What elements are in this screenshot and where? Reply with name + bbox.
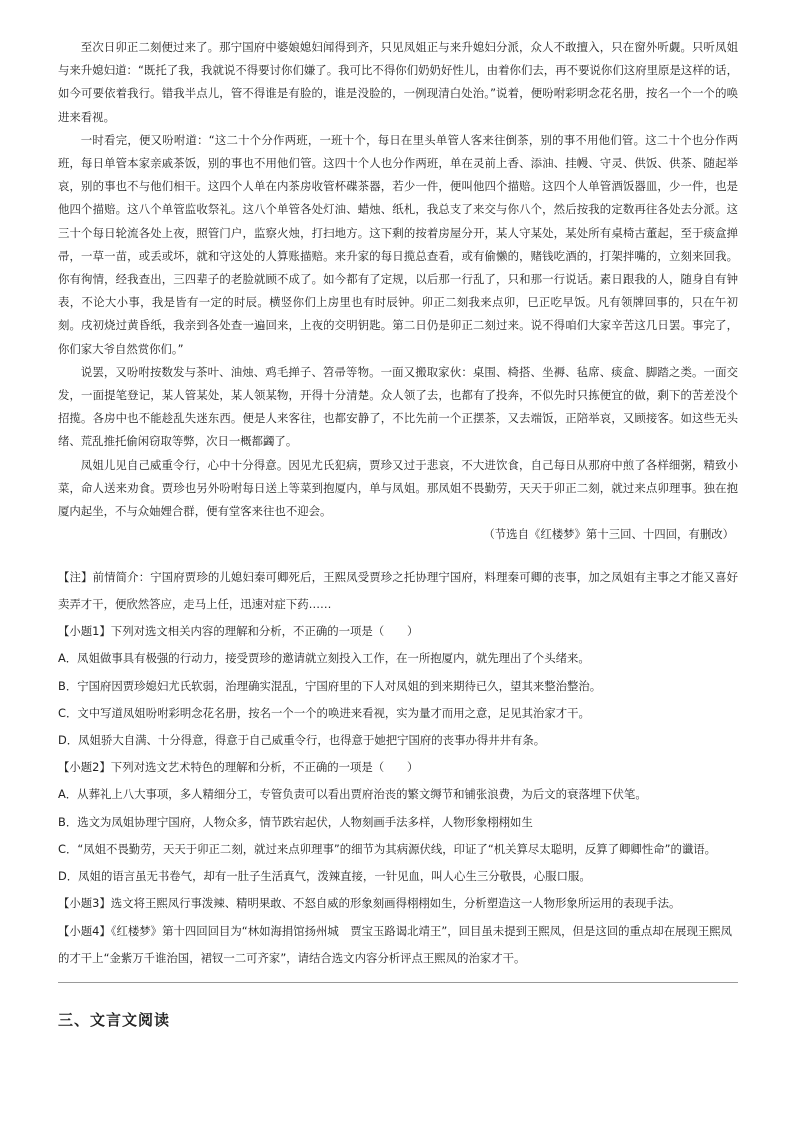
document-page — [58, 36, 738, 1030]
passage — [58, 36, 738, 546]
question-2-stem: 【小题2】下列对选文艺术特色的理解和分析，不正确的一项是（ ） — [58, 760, 419, 775]
question-2-option-c: C．“凤姐不畏勤劳，天天于卯正二刻，就过来点卯理事”的细节为其病源伏线，印证了“机关算尽太聪明，反算了卿卿性命”的谶语。 — [58, 841, 717, 856]
question-1-option-a: A．凤姐做事具有极强的行动力，接受贾珍的邀请就立刻投入工作，在一所抱厦内，就先理出了个头绪来。 — [58, 651, 590, 666]
question-4-stem: 【小题4】《红楼梦》第十四回回目为“林如海捐馆扬州城 贾宝玉路谒北靖王”，回目虽未提到王熙凤，但是这回的重点却在展现王熙凤的才干上“金紫万千谁治国，裙钗一二可齐家”，请结合选文内容分析评点王熙凤的治家才干。 — [58, 923, 733, 965]
passage-paragraph-2: 一时看完，便又吩咐道：“这二十个分作两班，一班十个，每日在里头单管人客来往倒茶，别的事不用他们管。这二十个也分作两班，每日单管本家亲戚茶饭，别的事也不用他们管。这四十个人也分作两班，单在灵前上香、添油、挂幔、守灵、供饭、供茶、随起举哀，别的事也不与他们相干。这四个人单在内茶房收管杯碟茶器，若少一件，便叫他四个描赔。这四个人单管酒饭器皿，少一件，也是他四个描赔。这八个单管监收祭礼。这八个单管各处灯油、蜡烛、纸札，我总支了来交与你八个，然后按我的定数再往各处去分派。这三十个每日轮流各处上夜，照管门户，监察火烛，打扫地方。这下剩的按着房屋分开，某人守某处，某处所有桌椅古董起，至于痰盒掸帚，一草一苗，或丢或坏，就和守这处的人算账描赔。来升家的每日揽总查看，或有偷懒的，赌钱吃酒的，打架拌嘴的，立刻来回我。你有徇情，经我查出，三四辈子的老脸就顾不成了。如今都有了定规，以后那一行乱了，只和那一行说话。素日跟我的人，随身自有钟表，不论大小事，我是皆有一定的时辰。横竖你们上房里也有时辰钟。卯正二刻我来点卯，巳正吃早饭。凡有领牌回事的，只在午初刻。戌初烧过黄昏纸，我亲到各处查一遍回来，上夜的交明钥匙。第二日仍是卯正二刻过来。说不得咱们大家辛苦这几日罢。事完了，你们家大爷自然赏你们。” — [58, 132, 738, 356]
question-1-option-d: D．凤姐骄大自满、十分得意，得意于自己威重令行，也得意于她把宁国府的丧事办得井井有条。 — [58, 733, 546, 748]
question-2-option-b: B．选文为凤姐协理宁国府，人物众多，情节跌宕起伏，人物刻画手法多样，人物形象栩栩如生 — [58, 814, 533, 829]
section-title: 三、文言文阅读 — [58, 1010, 171, 1029]
passage-paragraph-4: 凤姐儿见自己威重令行，心中十分得意。因见尤氏犯病，贾珍又过于悲哀，不大进饮食，自己每日从那府中煎了各样细粥，精致小菜，命人送来劝食。贾珍也另外吩咐每日送上等菜到抱厦内，单与凤姐。那凤姐不畏勤劳，天天于卯正二刻，就过来点卯理事。独在抱厦内起坐，不与众妯娌合群，便有堂客来往也不迎会。 — [58, 457, 738, 519]
question-1-option-c: C．文中写道凤姐吩咐彩明念花名册，按名一个一个的唤进来看视，实为量才而用之意，足见其治家才干。 — [58, 705, 590, 720]
questions-block — [58, 564, 738, 972]
background-note: 【注】前情简介：宁国府贾珍的儿媳妇秦可卿死后，王熙凤受贾珍之托协理宁国府，料理秦可卿的丧事，加之凤姐有主事之才能又喜好卖弄才干，便欣然答应，走马上任，迅速对症下药…… — [58, 570, 738, 612]
passage-paragraph-3: 说罢，又吩咐按数发与茶叶、油烛、鸡毛掸子、笤帚等物。一面又搬取家伙：桌围、椅搭、坐褥、毡席、痰盒、脚踏之类。一面交发，一面提笔登记，某人管某处，某人领某物，开得十分清楚。众人领了去，也都有了投奔，不似先时只拣便宜的做，剩下的苦差没个招揽。各房中也不能趁乱失迷东西。便是人来客往，也都安静了，不比先前一个正摆茶，又去端饭，正陪举哀，又顾接客。如这些无头绪、荒乱推托偷闲窃取等弊，次日一概都蠲了。 — [58, 364, 738, 449]
question-1-option-b: B．宁国府因贾珍媳妇尤氏软弱，治理确实混乱，宁国府里的下人对凤姐的到来期待已久，望其来整治整治。 — [58, 678, 602, 693]
question-1-stem: 【小题1】下列对选文相关内容的理解和分析，不正确的一项是（ ） — [58, 624, 419, 639]
question-3-stem: 【小题3】选文将王熙凤行事泼辣、精明果敢、不怒自威的形象刻画得栩栩如生，分析塑造这一人物形象所运用的表现手法。 — [58, 896, 681, 911]
question-2-option-d: D．凤姐的语言虽无书卷气，却有一肚子生活真气，泼辣直接，一针见血，叫人心生三分敬畏，心服口服。 — [58, 869, 591, 884]
passage-source: （节选自《红楼梦》第十三回、十四回，有删改） — [483, 527, 734, 542]
question-2-option-a: A．从葬礼上八大事项，多人精细分工，专管负责可以看出贾府治丧的繁文缛节和铺张浪费，为后文的衰落埋下伏笔。 — [58, 787, 647, 802]
passage-paragraph-1: 至次日卯正二刻便过来了。那宁国府中婆娘媳妇闻得到齐，只见凤姐正与来升媳妇分派，众人不敢擅入，只在窗外听觑。只听凤姐与来升媳妇道：“既托了我，我就说不得要讨你们嫌了。我可比不得你们奶奶好性儿，由着你们去，再不要说你们这府里原是这样的话，如今可要依着我行。错我半点儿，管不得谁是有脸的，谁是没脸的，一例现清白处治。”说着，便吩咐彩明念花名册，按名一个一个的唤进来看视。 — [58, 40, 738, 124]
section-divider — [58, 982, 738, 983]
